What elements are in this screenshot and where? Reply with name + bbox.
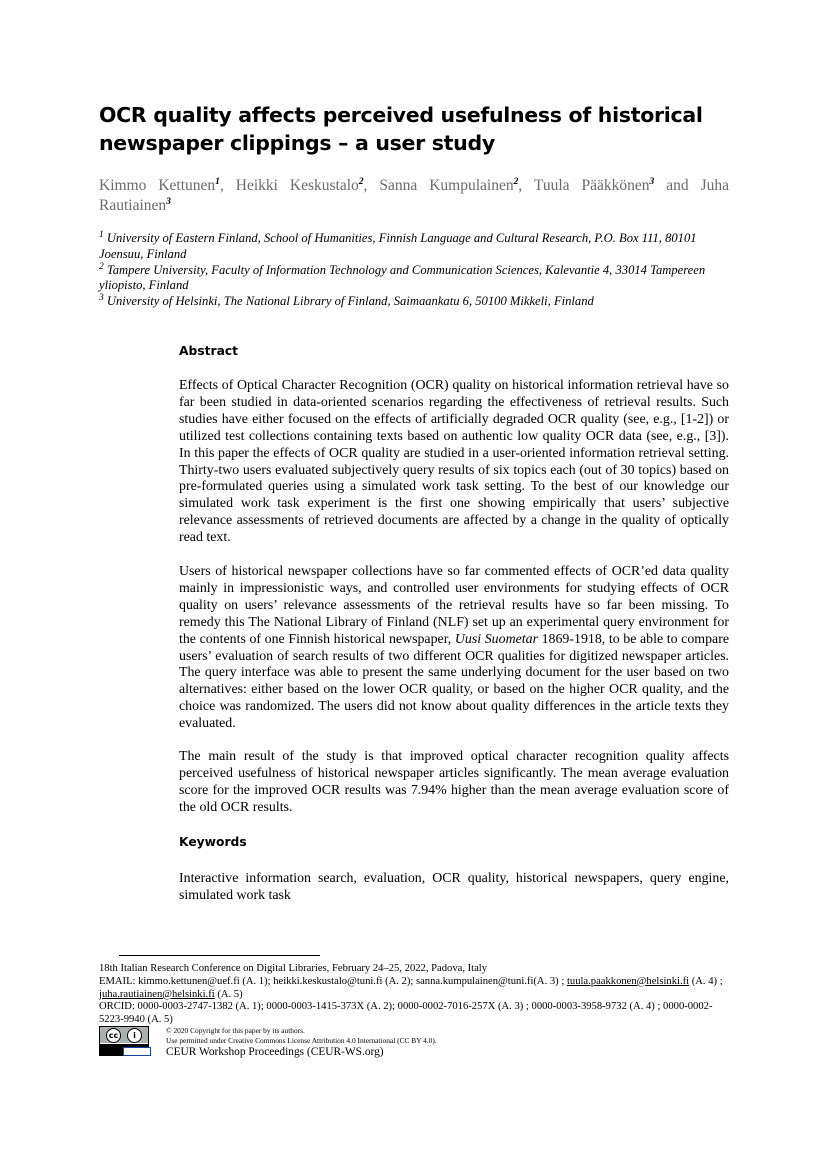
abstract-paragraph-1: Effects of Optical Character Recognition (OCR) quality on historical information retrieval have so far been studied in data-oriented scenarios regarding the effectiveness of retrieval results. Such studies have either focused on the effects of artificially degraded OCR quality (see, e.g., [1-2]) or utilized test collections containing texts based on authentic low quality OCR data (see, e.g., [3]). In this paper the effects of OCR quality are studied in a user-oriented information retrieval setting. Thirty-two users evaluated subjectively query results of six topics each (out of 30 topics) based on pre-formulated queries using a simulated work task setting. To the best of our knowledge our simulated work task experiment is the first one showing empirically that users’ subjective relevance assessments of retrieved documents are affected by a change in the quality of optically read text. bbox=[179, 378, 729, 546]
author-2: Heikki Keskustalo$^2$, bbox=[235, 176, 380, 194]
footnotes bbox=[99, 963, 729, 1027]
affiliation-1: $^1$ University of Eastern Finland, School of Humanities, Finnish Language and Cultural Research, P.O. Box 111, 80101 Joensuu, Finland bbox=[99, 229, 697, 261]
ceur-proceedings: CEUR Workshop Proceedings (CEUR-WS.org) bbox=[166, 1046, 384, 1058]
keywords-heading: Keywords bbox=[179, 835, 247, 849]
license-line: Use permitted under Creative Commons License Attribution 4.0 International (CC BY 4.0). bbox=[166, 1035, 437, 1045]
ceur-logo-icon bbox=[123, 1047, 151, 1056]
cc-icon: cc bbox=[106, 1028, 121, 1043]
copyright-line: © 2020 Copyright for this paper by its authors. bbox=[166, 1026, 305, 1035]
affiliations bbox=[99, 231, 731, 310]
footnote-divider bbox=[119, 955, 320, 956]
keywords-text: Interactive information search, evaluation, OCR quality, historical newspapers, query engine, simulated work task bbox=[179, 871, 729, 903]
abstract-paragraph-2: Users of historical newspaper collections have so far commented effects of OCR’ed data quality mainly in impressionistic ways, and controlled user environments for studying effects of OCR quality on users’ relevance assessments of the retrieval results have so far been missing. To remedy this The National Library of Finland (NLF) set up an experimental query environment for the contents of one Finnish historical newspaper, Uusi Suometar 1869-1918, to be able to compare users’ evaluation of search results of two different OCR qualities for digitized newspaper articles. The query interface was able to present the same underlying document for the user based on two alternatives: either based on the lower OCR quality, or based on the higher OCR quality, and the choice was randomized. The users did not know about quality differences in the article texts they evaluated. bbox=[179, 564, 729, 732]
author-1: Kimmo Kettunen$^1$, bbox=[99, 176, 236, 194]
author-5: Juha Rautiainen$^3$ bbox=[99, 177, 729, 214]
conference-note: 18th Italian Research Conference on Digital Libraries, February 24–25, 2022, Padova, Italy bbox=[99, 963, 488, 974]
license-note bbox=[166, 1026, 666, 1045]
email-link-paakkonen[interactable]: tuula.paakkonen@helsinki.fi bbox=[566, 975, 690, 987]
paper-title: OCR quality affects perceived usefulness of historical newspaper clippings – a user study bbox=[99, 103, 703, 155]
abstract-paragraph-3: The main result of the study is that improved optical character recognition quality affects perceived usefulness of historical newspaper articles significantly. The mean average evaluation score for the improved OCR results was 7.94% higher than the mean average evaluation score of the old OCR results. bbox=[179, 749, 729, 815]
orcid-note: ORCID: 0000-0003-2747-1382 (A. 1); 0000-0003-1415-373X (A. 2); 0000-0002-7016-257X (A. 3) ; 0000-0003-3958-9732 (A. 4) ; 0000-0002-5223-9940 (A. 5) bbox=[99, 1001, 713, 1026]
email-link-rautiainen[interactable]: juha.rautiainen@helsinki.fi bbox=[99, 988, 215, 1000]
newspaper-name: Uusi Suometar bbox=[454, 631, 538, 647]
author-4: Tuula Pääkkönen$^3$ and bbox=[533, 176, 701, 194]
affiliation-2: $^2$ Tampere University, Faculty of Information Technology and Communication Sciences, Kalevantie 4, 33014 Tampereen yliopisto, Finland bbox=[99, 261, 706, 293]
affiliation-3: $^3$ University of Helsinki, The National Library of Finland, Saimaankatu 6, 50100 Mikkeli, Finland bbox=[99, 293, 594, 309]
email-note: EMAIL: kimmo.kettunen@uef.fi (A. 1); heikki.keskustalo@tuni.fi (A. 2); sanna.kumpulainen@tuni.fi(A. 3) ; tuula.paakkonen@helsinki.fi (A. 4) ; juha.rautiainen@helsinki.fi (A. 5) bbox=[99, 975, 723, 1000]
abstract-heading: Abstract bbox=[179, 344, 239, 358]
attribution-icon: i bbox=[127, 1028, 142, 1043]
author-3: Sanna Kumpulainen$^2$, bbox=[379, 176, 534, 194]
author-list bbox=[99, 176, 729, 216]
